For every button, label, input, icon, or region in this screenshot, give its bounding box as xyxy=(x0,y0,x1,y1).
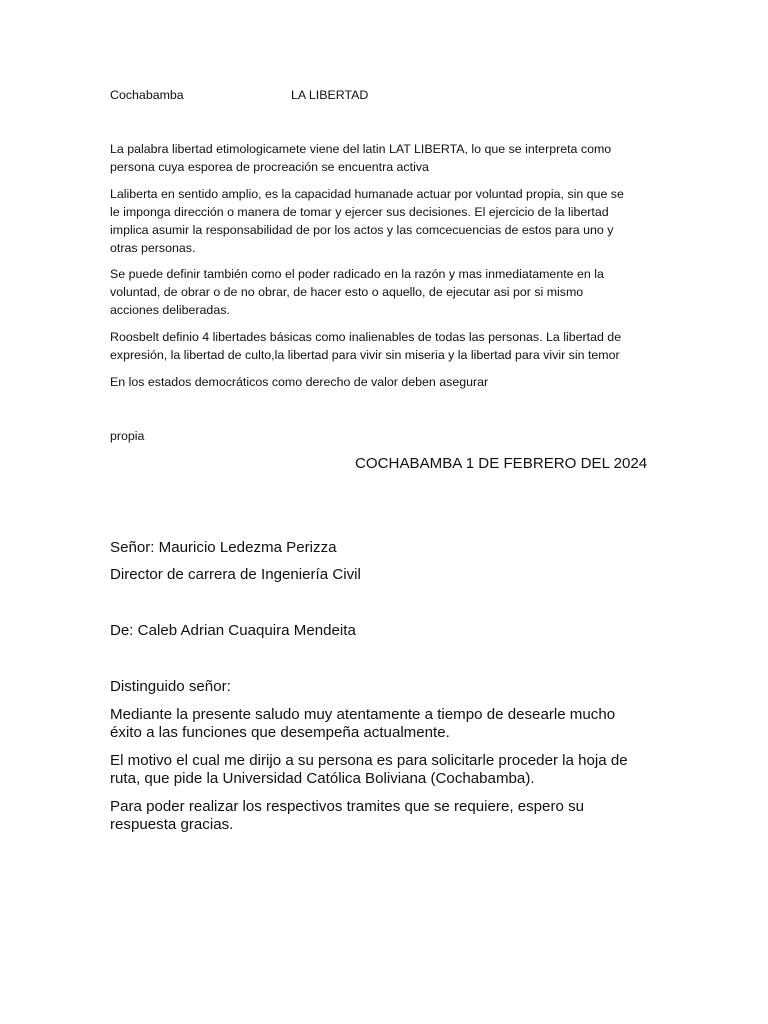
essay-paragraph-1 xyxy=(110,140,670,176)
text-line: le imponga dirección o manera de tomar y ejercer sus decisiones. El ejercicio de la libertad xyxy=(110,205,609,219)
sender-line xyxy=(110,622,356,640)
essay-paragraph-3 xyxy=(110,265,670,319)
text-line: Roosbelt definio 4 libertades básicas como inalienables de todas las personas. La libertad de xyxy=(110,330,622,344)
text-line: voluntad, de obrar o de no obrar, de hacer esto o aquello, de ejecutar asi por si mismo xyxy=(110,285,584,299)
letter-body-paragraph-3 xyxy=(110,798,584,834)
recipient-name xyxy=(110,539,337,557)
letter-date: COCHABAMBA 1 DE FEBRERO DEL 2024 xyxy=(355,455,648,472)
text-line: persona cuya esporea de procreación se encuentra activa xyxy=(110,160,429,174)
header-city: Cochabamba xyxy=(110,88,184,102)
letter-body-paragraph-2 xyxy=(110,752,628,788)
essay-paragraph-5 xyxy=(110,373,670,391)
text-line: propia xyxy=(110,429,145,443)
text-line: Señor: Mauricio Ledezma Perizza xyxy=(110,539,337,556)
text-line: éxito a las funciones que desempeña actualmente. xyxy=(110,724,450,741)
text-line: Director de carrera de Ingeniería Civil xyxy=(110,566,361,583)
text-line: acciones deliberadas. xyxy=(110,303,230,317)
text-line: otras personas. xyxy=(110,241,196,255)
essay-paragraph-4 xyxy=(110,328,670,364)
salutation xyxy=(110,678,231,696)
text-line: expresión, la libertad de culto,la libertad para vivir sin miseria y la libertad para vivir sin temor xyxy=(110,348,620,362)
essay-paragraph-6 xyxy=(110,427,670,445)
text-line: Se puede definir también como el poder radicado en la razón y mas inmediatamente en la xyxy=(110,267,604,281)
text-line: Para poder realizar los respectivos tramites que se requiere, espero su xyxy=(110,798,585,815)
text-line: En los estados democráticos como derecho de valor deben asegurar xyxy=(110,375,489,389)
text-line: Mediante la presente saludo muy atentamente a tiempo de desearle mucho xyxy=(110,706,616,723)
text-line: El motivo el cual me dirijo a su persona es para solicitarle proceder la hoja de xyxy=(110,752,628,769)
text-line: De: Caleb Adrian Cuaquira Mendeita xyxy=(110,622,356,639)
recipient-title xyxy=(110,566,361,584)
text-line: La palabra libertad etimologicamete viene del latin LAT LIBERTA, lo que se interpreta como xyxy=(110,142,612,156)
text-line: Laliberta en sentido amplio, es la capacidad humanade actuar por voluntad propia, sin que se xyxy=(110,187,624,201)
text-line: implica asumir la responsabilidad de por los actos y las comcecuencias de estos para uno y xyxy=(110,223,614,237)
letter-body-paragraph-1 xyxy=(110,706,615,742)
text-line: Distinguido señor: xyxy=(110,678,231,695)
text-line: ruta, que pide la Universidad Católica Boliviana (Cochabamba). xyxy=(110,770,535,787)
essay-title: LA LIBERTAD xyxy=(291,88,369,102)
text-line: respuesta gracias. xyxy=(110,816,234,833)
essay-paragraph-2 xyxy=(110,185,670,257)
